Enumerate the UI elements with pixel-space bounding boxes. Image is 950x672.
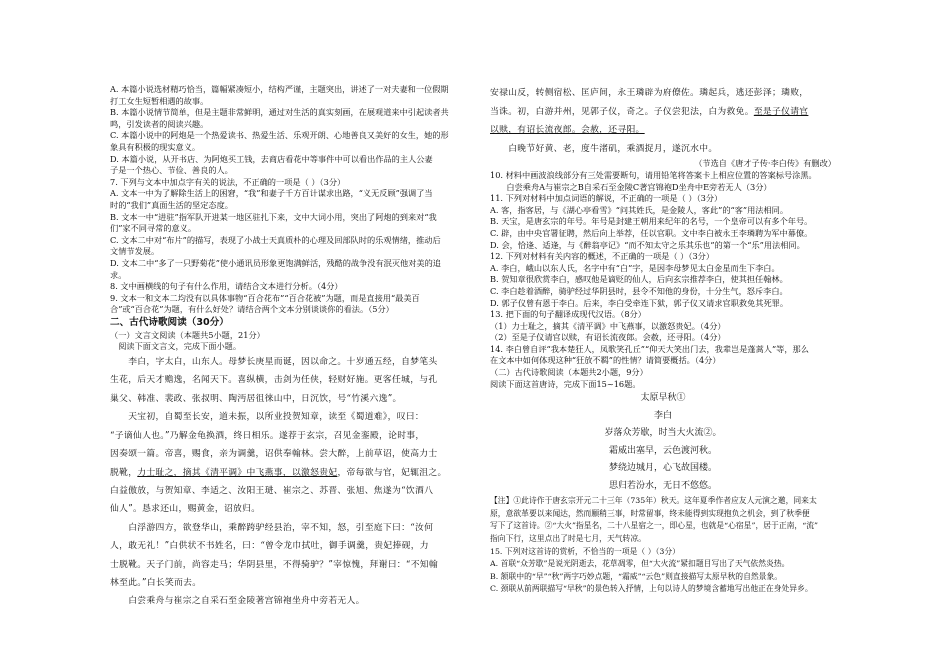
poem-title: 太原早秋① [640,393,686,404]
text-line: 阅读下面文言文，完成下面小题。 [110,341,242,352]
text-line: C. 颈联从前两联描写“早秋”的景色转入抒情，上句以诗人的梦境含蓄地写出他正在身处异乡。 [490,584,813,594]
text-line: A. 客，指客居，与《湖心亭看雪》“问其姓氏，是金陵人，客此”的“客”用法相同。 [490,204,789,215]
text-line: D. 本篇小说，从开书店、为阿炮买工钱，去商店看花中等事件中可以看出作品的主人公妻 [110,153,433,164]
text-line: 鸣，引发读者的阅读兴趣。 [110,118,209,129]
underlined-sentence: 至是子仪请官 [753,106,809,117]
text-line: 指向下行，这里点出了时是七月，天气转凉。 [490,534,646,544]
section-title: 二、古代诗歌阅读（30分） [110,316,229,328]
passage-line [490,121,836,140]
text-line: D. 文本二中“多了一只野菊花”使小通讯员形象更饱满鲜活，残酷的战争没有泯灭他对美的追 [110,257,441,268]
text-line: 7. 下列与文本中加点字有关的说法，不正确的一项是（ ）（3分） [110,176,346,187]
passage-line: 仙人”。恳求还山，赐黄金，诏放归。 [110,504,261,515]
text-line: 象具有积极的现实意义。 [110,141,201,152]
subsection-intro: 阅读下面这首唐诗，完成下面15~16题。 [490,378,641,389]
passage-line: 士脱靴。天子门前，尚容走马；华阴县里，不得骑驴？”宰惊愧，拜谢曰：“不知翰 [110,559,438,570]
passage-line: 因奏颂一篇。帝喜，赐食，亲为调羹，诏供奉翰林。尝大醉，上前草诏，使高力士 [110,449,438,460]
text-line: 8. 文中画横线的句子有什么作用，请结合文本进行分析。（4分） [110,281,343,292]
passage-line: 白浮游四方，欲登华山，乘醉跨驴经县治，宰不知，怒，引至庭下曰：“汝何 [110,522,434,533]
text-line: B. 文本一中“进驻”指军队开进某一地区驻扎下来，文中大词小用，突出了阿炮的到来对“我 [110,211,437,222]
text-line: C. 文本二中对“布片”的描写，表现了小战士天真质朴的心理及回部队时的乐观情绪，推动后 [110,234,441,245]
classical-passage-continued [490,84,836,158]
passage-line: “子谪仙人也。”乃解金龟换酒，终日相乐。遂荐于玄宗，召见金銮殿，论时事， [110,430,425,441]
question-options-block [110,84,472,316]
subsection-title: （二）古代诗歌阅读（本题共2小题，9分） [490,367,648,378]
text-line: 子是一个热心、节俭、善良的人。 [110,165,233,176]
text-line: 合”或“百合花”为题，有什么好处？请结合两个文本分别谈谈你的看法。（5分） [110,304,394,315]
passage-line: 生花，后天才赡逸，名闻天下。喜纵横，击剑为任侠，轻财好施。更客任城，与孔 [110,375,438,386]
text-line: 在文本中如何体现这种“狂放不羁”的性情？请简要概括。（4分） [490,355,721,366]
text-line: C. 本篇小说中的阿炮是一个热爱读书、热爱生活、乐观开朗、心地善良又美好的女生，她的形 [110,130,449,141]
poem-line: 思归若汾水，无日不悠悠。 [608,480,717,491]
text-line: 15. 下列对这首诗的赏析，不恰当的一项是（ ）（3分） [490,546,680,556]
poem-line: 岁落众芳歇，时当大火流②。 [604,428,722,439]
notes-and-questions [490,495,836,596]
passage-line: 白晚节好黄、老，度牛渚矶，乘酒捉月，遂沉水中。 [490,143,718,154]
text-line: 们”家不同寻常的意义。 [110,223,197,234]
subsection-header [110,330,472,353]
passage-line: 李白，字太白，山东人。母梦长庚星而诞，因以命之。十岁通五经，自梦笔头 [110,357,438,368]
left-column [110,84,472,611]
text-line: 10. 材料中画波浪线部分有三处需要断句，请用铅笔将答案卡上相应位置的答案标号涂黑。 [490,169,817,180]
text-line: （一）文言文阅读（本题共5小题，21分） [110,329,265,340]
passage-line: 安禄山反，转侧宿松、匡庐间，永王璘辟为府僚佐。璘起兵，逃还彭泽；璘败， [490,88,809,98]
text-line: 时的“我们”真面生活的坚定态度。 [110,199,233,210]
right-column [490,84,836,596]
text-line: D. 会，恰逢、适逢，与《醉翁亭记》“而不知太守之乐其乐也”的第一个“乐”用法相同。 [490,239,805,250]
text-line: A. 李白，峨山以东人氏，名字中有“白”字，是因李母梦见太白金星而生下李白。 [490,262,780,273]
passage-line: 脱靴，力士耻之，摘其《清平调》中飞燕事，以激怒贵妃，帝每欲与官，妃辄沮之。 [110,467,447,478]
text-line: 13. 把下面的句子翻译成现代汉语。（8分） [490,309,646,320]
text-line: A. 本篇小说选材精巧恰当，篇幅紧凑短小，结构严谨，主题突出，讲述了一对夫妻和一位假期 [110,84,449,94]
passage-line: 人，敢无礼！”白供状不书姓名，曰：“曾令龙巾拭吐，御手调羹，贵妃捧砚，力 [110,541,429,552]
text-line: A. 文本一中为了解除生活上的困窘，“我”和妻子千方百计谋求出路，“义无反顾”强调了当 [110,188,433,199]
text-line: 14. 李白曾自评“我本楚狂人，凤歌笑孔丘”“仰天大笑出门去，我辈岂是蓬蒿人”等，那么 [490,343,809,354]
text-line: 写下了这首诗。②“大火”指星名，二十八星宿之一，即心星，也就是“心宿星”，居于正南，“流” [490,521,818,531]
text-line: 白尝乘舟A与崔宗之B自采石至金陵C著宫锦袍D坐舟中E旁若无人（3分） [490,181,772,192]
text-line: A. 首联“众芳歇”是说光阴逝去，花草凋零，但“大火流”紧扣题目写出了天气依然炎热。 [490,559,790,569]
poem-line: 霜威出塞早，云色渡河秋。 [608,445,717,456]
passage-line: 天宝初，自蜀至长安，道未振，以所业投贺知章，读至《蜀道难》，叹曰： [110,412,424,423]
text-line: （1）力士耻之，摘其《清平调》中飞燕事，以激怒贵妃。（4分） [490,320,726,331]
passage-line: 林至此。”白长笑而去。 [110,577,202,588]
poem-body [490,425,836,495]
text-line: 12. 下列对材料有关内容的概述，不正确的一项是（ ）（3分） [490,251,715,262]
classical-passage [110,353,472,611]
poem-author: 李白 [653,410,672,421]
underlined-sentence: 以赎，有诏长流夜郎。会赦，还寻阳。 [490,125,645,136]
text-line: （2）至是子仪请官以赎，有诏长流夜郎。会赦，还寻阳。（4分） [490,332,726,343]
text-line: 【注】①此诗作于唐玄宗开元二十三年（735年）秋天。这年夏季作者应友人元演之邀，同来太 [490,496,817,506]
poem-line: 梦绕边城月，心飞故国楼。 [608,463,717,474]
text-line: B. 天宝，是唐玄宗的年号。年号是封建王朝用来纪年的名号，一个皇帝可以有多个年号。 [490,216,813,227]
passage-source: （节选自《唐才子传·李白传》有删改） [694,158,836,169]
text-line: 求。 [110,269,127,280]
text-line: D. 郭子仪曾有恩于李白。后来，李白受牵连下狱，郭子仪又请求官职救免其死罪。 [490,297,789,308]
passage-line: 巢父、韩准、裴政、张叔明、陶沔居徂徕山中，日沉饮，号“竹溪六逸”。 [110,393,402,404]
passage-line: 当诛。初，白游并州，见郭子仪，奇之。子仪尝犯法，白为救免。至是子仪请官 [490,106,809,117]
underlined-sentence: 力士耻之，摘其《清平调》中飞燕事，以激怒贵妃 [137,467,338,478]
text-line: 原，意欲革要以来闻达，然而願稍三事，时常留事，终未能得到实现抱负之机会，到了秋季便 [490,508,810,518]
text-line: 11. 下列对材料中加点词语的解说，不正确的一项是（ ）（3分） [490,193,723,204]
text-line: C. 辟，由中央官署征聘，然后向上举荐，任以官职。文中李白被永王李璘聘为军中幕僚。 [490,227,813,238]
text-line: 文情节发展。 [110,246,160,257]
questions-block [490,170,836,367]
text-line: C. 李白趁着酒醉，骑驴经过华阴县时，县令不知他的身份，十分生气，怒斥李白。 [490,285,788,296]
passage-line: 白益傲放，与贺知章、李适之、汝阳王琎、崔宗之、苏晋、张旭、焦遂为“饮酒八 [110,485,434,496]
text-line: B. 颔联中的“早”“秋”两字巧妙点题，“霜威”“云色”则直接描写太原早秋的自然景象。 [490,571,783,581]
text-line: 9. 文本一和文本二均没有以具体事物“百合花布”“百合花被”为题，而是直接用“最美百 [110,292,420,303]
text-line: 打工女生短暂相遇的故事。 [110,95,209,106]
text-line: B. 贺知章很欣赏李白，感叹他是谪贬的仙人，后向玄宗推荐李白，使其担任翰林。 [490,274,788,285]
text-line: B. 本篇小说情节简单，但是主题非常鲜明，通过对生活的真实刻画，在展观道来中引起读者共 [110,107,449,118]
passage-line: 白尝乘舟与崔宗之自采石至金陵著宫锦袍坐舟中旁若无人。 [110,596,365,607]
